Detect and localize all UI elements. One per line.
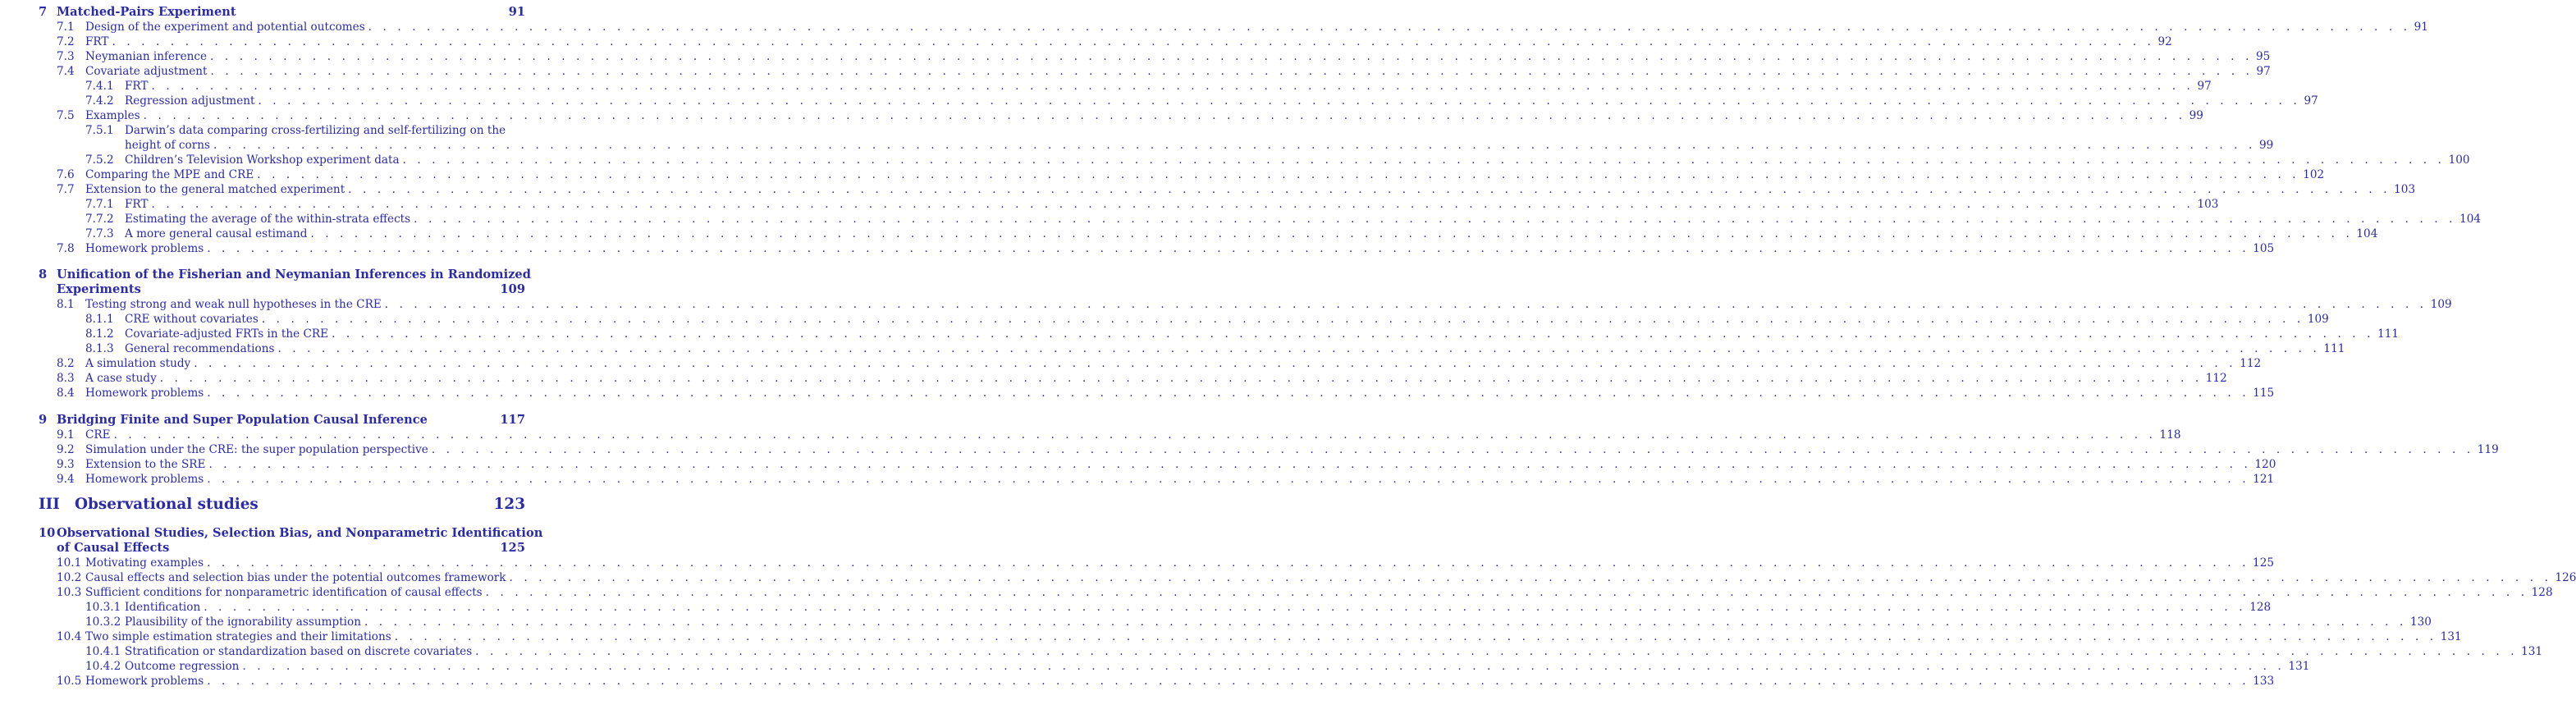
- toc-subsection-7-5-2[interactable]: [85, 153, 2470, 167]
- leader-dots: [486, 585, 2528, 600]
- toc-subsection-8-1-2[interactable]: [85, 327, 2400, 341]
- toc-section-7-8[interactable]: [57, 241, 2275, 256]
- page-number: 112: [2205, 372, 2227, 385]
- leader-dots: [213, 138, 2256, 153]
- leader-dots: [152, 197, 2194, 212]
- toc-subsection-10-4-2[interactable]: [85, 659, 2310, 674]
- page-number: 103: [2197, 198, 2219, 211]
- leader-dots: [414, 212, 2456, 227]
- section-title: Extension to the general matched experiment: [85, 183, 345, 196]
- section-title: Homework problems: [85, 473, 204, 486]
- section-number: 7.2: [57, 35, 75, 48]
- page-number: 121: [2253, 473, 2275, 486]
- page-number: 125: [2253, 556, 2274, 570]
- toc-chapter-8-line1[interactable]: [39, 268, 531, 282]
- section-title: Motivating examples: [85, 556, 204, 570]
- toc-subsection-7-4-1[interactable]: [85, 79, 2212, 94]
- section-title: Homework problems: [85, 675, 204, 688]
- leader-dots: [277, 341, 2320, 356]
- page-number: 105: [2253, 242, 2275, 255]
- page-number: 109: [2430, 298, 2452, 311]
- leader-dots: [258, 94, 2300, 108]
- toc-subsection-7-7-1[interactable]: [85, 197, 2219, 212]
- page-number: 128: [2531, 586, 2553, 599]
- subsection-title: Outcome regression: [125, 660, 240, 673]
- section-title: Neymanian inference: [85, 50, 208, 63]
- page-number: 125: [500, 541, 525, 555]
- subsection-number: 8.1.3: [85, 342, 114, 355]
- leader-dots: [257, 167, 2299, 182]
- section-title: FRT: [85, 35, 109, 48]
- leader-dots: [207, 556, 2249, 570]
- section-number: 8.4: [57, 387, 75, 400]
- section-number: 8.2: [57, 357, 75, 370]
- leader-dots: [332, 327, 2374, 341]
- section-title: Simulation under the CRE: the super population perspective: [85, 443, 428, 456]
- leader-dots: [510, 570, 2552, 585]
- leader-dots: [152, 79, 2194, 94]
- subsection-title: A more general causal estimand: [125, 227, 308, 240]
- page-number: 131: [2288, 660, 2310, 673]
- part-title: Observational studies: [75, 496, 259, 513]
- toc-section-7-2[interactable]: [57, 34, 2172, 49]
- page-number: 102: [2303, 168, 2325, 181]
- toc-subsection-8-1-3[interactable]: [85, 341, 2345, 356]
- toc-subsection-8-1-1[interactable]: [85, 312, 2329, 327]
- leader-dots: [112, 34, 2155, 49]
- section-number: 10.2: [57, 571, 82, 584]
- subsection-title: Identification: [125, 601, 201, 614]
- page-number: 103: [2394, 183, 2416, 196]
- toc-section-9-3[interactable]: [57, 457, 2276, 472]
- leader-dots: [114, 428, 2157, 442]
- subsection-number: 10.4.1: [85, 645, 121, 658]
- page-number: 91: [508, 5, 525, 19]
- section-title: Examples: [85, 109, 140, 122]
- toc-subsection-10-4-1[interactable]: [85, 644, 2543, 659]
- toc-chapter-10-line2[interactable]: [57, 541, 525, 556]
- subsection-number: 7.5.1: [85, 124, 114, 137]
- page-number: 104: [2459, 213, 2482, 226]
- section-number: 9.4: [57, 473, 75, 486]
- section-number: 10.5: [57, 675, 82, 688]
- subsection-title: FRT: [125, 80, 149, 93]
- page-number: 99: [2189, 109, 2203, 122]
- toc-subsection-7-5-1-line2[interactable]: [125, 138, 2274, 153]
- chapter-title-line1: Unification of the Fisherian and Neymanian Inferences in Randomized: [57, 268, 531, 281]
- section-title: Sufficient conditions for nonparametric identification of causal effects: [85, 586, 483, 599]
- chapter-title-line2: of Causal Effects: [57, 541, 170, 555]
- section-number: 7.1: [57, 21, 75, 34]
- page-number: 112: [2240, 357, 2262, 370]
- toc-section-10-5[interactable]: [57, 674, 2275, 689]
- subsection-number: 7.5.2: [85, 153, 114, 167]
- section-title: Homework problems: [85, 387, 204, 400]
- leader-dots: [403, 153, 2446, 167]
- toc-section-7-3[interactable]: [57, 49, 2271, 64]
- section-title: Design of the experiment and potential outcomes: [85, 21, 365, 34]
- chapter-title-line1: Observational Studies, Selection Bias, and Nonparametric Identification: [57, 526, 543, 540]
- section-number: 10.3: [57, 586, 82, 599]
- toc-subsection-10-3-1[interactable]: [85, 600, 2272, 615]
- section-number: 7.8: [57, 242, 75, 255]
- subsection-number: 7.4.2: [85, 94, 114, 108]
- section-number: 8.3: [57, 372, 75, 385]
- toc-chapter-7[interactable]: [39, 5, 525, 20]
- page-number: 111: [2323, 342, 2345, 355]
- section-number: 10.4: [57, 630, 82, 643]
- toc-section-8-3[interactable]: [57, 371, 2227, 386]
- toc-section-8-1[interactable]: [57, 297, 2452, 312]
- section-number: 7.3: [57, 50, 75, 63]
- subsection-number: 10.4.2: [85, 660, 121, 673]
- subsection-title-line2: height of corns: [125, 139, 210, 152]
- leader-dots: [204, 600, 2246, 615]
- toc-section-9-1[interactable]: [57, 428, 2181, 442]
- toc-chapter-9[interactable]: [39, 413, 525, 428]
- leader-dots: [144, 108, 2186, 123]
- leader-dots: [368, 20, 2411, 34]
- section-number: 9.1: [57, 428, 75, 442]
- subsection-number: 8.1.1: [85, 313, 114, 326]
- section-number: 7.7: [57, 183, 75, 196]
- subsection-number: 10.3.1: [85, 601, 121, 614]
- subsection-title: General recommendations: [125, 342, 275, 355]
- subsection-title-line1: Darwin’s data comparing cross-fertilizing and self-fertilizing on the: [125, 124, 506, 137]
- leader-dots: [364, 615, 2407, 629]
- chapter-number: 7: [39, 5, 48, 19]
- section-title: Comparing the MPE and CRE: [85, 168, 254, 181]
- part-number: III: [39, 496, 60, 513]
- page-number: 99: [2258, 139, 2274, 152]
- section-number: 7.6: [57, 168, 75, 181]
- subsection-title: FRT: [125, 198, 149, 211]
- subsection-title: CRE without covariates: [125, 313, 259, 326]
- section-number: 9.3: [57, 458, 75, 471]
- leader-dots: [395, 629, 2437, 644]
- section-number: 7.4: [57, 65, 75, 78]
- toc-chapter-8-line2[interactable]: [57, 282, 525, 297]
- leader-dots: [207, 241, 2249, 256]
- leader-dots: [348, 182, 2391, 197]
- page-number: 130: [2409, 615, 2432, 629]
- leader-dots: [242, 659, 2285, 674]
- subsection-number: 10.3.2: [85, 615, 121, 629]
- section-title: A simulation study: [85, 357, 191, 370]
- leader-dots: [310, 227, 2353, 241]
- toc-section-7-1[interactable]: [57, 20, 2428, 34]
- leader-dots: [262, 312, 2304, 327]
- chapter-number: 10: [39, 526, 56, 540]
- toc-subsection-7-7-2[interactable]: [85, 212, 2482, 227]
- leader-dots: [194, 356, 2236, 371]
- toc-section-7-5[interactable]: [57, 108, 2203, 123]
- subsection-number: 7.7.2: [85, 213, 114, 226]
- page-number: 97: [2256, 65, 2271, 78]
- page-number: 131: [2440, 630, 2462, 643]
- chapter-number: 9: [39, 413, 48, 427]
- section-title: Homework problems: [85, 242, 204, 255]
- toc-section-10-1[interactable]: [57, 556, 2274, 570]
- section-title: Extension to the SRE: [85, 458, 206, 471]
- subsection-title: Estimating the average of the within-strata effects: [125, 213, 411, 226]
- leader-dots: [207, 386, 2249, 400]
- leader-dots: [207, 674, 2249, 689]
- page-number: 97: [2304, 94, 2318, 108]
- page-number: 91: [2414, 21, 2428, 34]
- leader-dots: [211, 64, 2253, 79]
- leader-dots: [207, 472, 2249, 487]
- page-number: 115: [2253, 387, 2275, 400]
- toc-subsection-7-4-2[interactable]: [85, 94, 2318, 108]
- leader-dots: [210, 49, 2253, 64]
- section-number: 8.1: [57, 298, 75, 311]
- page-number: 100: [2448, 153, 2470, 167]
- toc-section-9-4[interactable]: [57, 472, 2275, 487]
- toc-part-3[interactable]: [39, 496, 525, 513]
- page-number: 128: [2249, 601, 2272, 614]
- section-number: 10.1: [57, 556, 82, 570]
- toc-section-10-3[interactable]: [57, 585, 2553, 600]
- subsection-number: 7.7.1: [85, 198, 114, 211]
- section-title: Causal effects and selection bias under the potential outcomes framework: [85, 571, 506, 584]
- page-number: 109: [2307, 313, 2329, 326]
- subsection-number: 7.7.3: [85, 227, 114, 240]
- toc-section-10-2[interactable]: [57, 570, 2576, 585]
- page-number: 120: [2254, 458, 2276, 471]
- chapter-title-line2: Experiments: [57, 282, 141, 296]
- toc-section-8-2[interactable]: [57, 356, 2262, 371]
- leader-dots: [432, 442, 2474, 457]
- section-title: Two simple estimation strategies and their limitations: [85, 630, 391, 643]
- toc-section-10-4[interactable]: [57, 629, 2462, 644]
- page-number: 123: [493, 496, 525, 513]
- leader-dots: [160, 371, 2203, 386]
- subsection-title: Covariate-adjusted FRTs in the CRE: [125, 327, 329, 341]
- section-title: Testing strong and weak null hypotheses in the CRE: [85, 298, 382, 311]
- subsection-title: Stratification or standardization based on discrete covariates: [125, 645, 473, 658]
- subsection-number: 7.4.1: [85, 80, 114, 93]
- leader-dots: [208, 457, 2251, 472]
- chapter-number: 8: [39, 268, 48, 281]
- toc-section-7-7[interactable]: [57, 182, 2416, 197]
- section-number: 9.2: [57, 443, 75, 456]
- toc-subsection-7-5-1-line1[interactable]: [85, 123, 506, 138]
- chapter-title: Bridging Finite and Super Population Causal Inference: [57, 413, 428, 427]
- subsection-title: Regression adjustment: [125, 94, 255, 108]
- toc-section-7-6[interactable]: [57, 167, 2325, 182]
- toc-subsection-7-7-3[interactable]: [85, 227, 2378, 241]
- toc-section-9-2[interactable]: [57, 442, 2499, 457]
- page-number: 97: [2197, 80, 2212, 93]
- page-number: 111: [2377, 327, 2400, 341]
- toc-subsection-10-3-2[interactable]: [85, 615, 2432, 629]
- subsection-title: Children’s Television Workshop experiment data: [125, 153, 400, 167]
- section-number: 7.5: [57, 109, 75, 122]
- page-number: 119: [2477, 443, 2499, 456]
- subsection-number: 8.1.2: [85, 327, 114, 341]
- page-number: 126: [2555, 571, 2576, 584]
- page-number: 104: [2356, 227, 2378, 240]
- leader-dots: [475, 644, 2518, 659]
- toc-section-8-4[interactable]: [57, 386, 2275, 400]
- page-number: 95: [2256, 50, 2271, 63]
- section-title: CRE: [85, 428, 111, 442]
- page-number: 117: [500, 413, 525, 427]
- page-number: 92: [2157, 35, 2172, 48]
- page-number: 133: [2253, 675, 2275, 688]
- toc-section-7-4[interactable]: [57, 64, 2271, 79]
- leader-dots: [385, 297, 2427, 312]
- toc-chapter-10-line1[interactable]: [39, 526, 542, 541]
- page-number: 109: [500, 282, 525, 296]
- section-title: A case study: [85, 372, 157, 385]
- section-title: Covariate adjustment: [85, 65, 208, 78]
- chapter-title: Matched-Pairs Experiment: [57, 5, 236, 19]
- page-number: 118: [2159, 428, 2181, 442]
- page-number: 131: [2521, 645, 2543, 658]
- subsection-title: Plausibility of the ignorability assumption: [125, 615, 361, 629]
